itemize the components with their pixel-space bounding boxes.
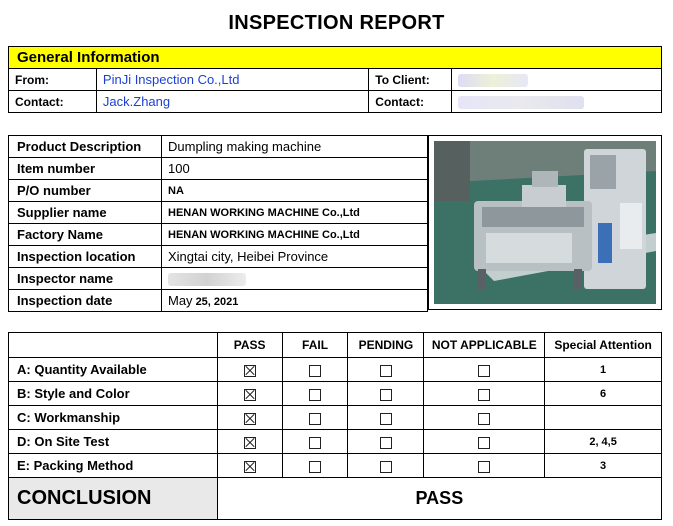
checklist-item-label: E: Packing Method [9, 454, 218, 478]
po-number-label: P/O number [9, 180, 162, 202]
special-attention-value [545, 406, 662, 430]
pending-header: PENDING [348, 333, 424, 358]
fail-checkbox[interactable] [309, 413, 321, 425]
pending-cell [348, 454, 424, 478]
product-row [9, 224, 428, 246]
not-applicable-cell [424, 382, 545, 406]
item-number-value: 100 [162, 158, 428, 180]
inspection-date-label: Inspection date [9, 290, 162, 312]
pass-cell [217, 430, 282, 454]
pending-checkbox[interactable] [380, 389, 392, 401]
conclusion-result: PASS [217, 478, 661, 520]
inspection-location-label: Inspection location [9, 246, 162, 268]
not-applicable-checkbox[interactable] [478, 365, 490, 377]
conclusion-label: CONCLUSION [9, 478, 218, 520]
table-row [9, 406, 662, 430]
factory-name-value: HENAN WORKING MACHINE Co.,Ltd [162, 224, 428, 246]
client-contact-label: Contact: [369, 91, 452, 113]
product-row [9, 180, 428, 202]
inspection-date-value [162, 290, 428, 312]
pending-cell [348, 406, 424, 430]
redacted-client-contact [458, 96, 584, 109]
not-applicable-cell [424, 358, 545, 382]
special-attention-value: 3 [545, 454, 662, 478]
checklist-item-label: B: Style and Color [9, 382, 218, 406]
product-description-label: Product Description [9, 136, 162, 158]
special-attention-value: 6 [545, 382, 662, 406]
from-label: From: [9, 69, 97, 91]
pass-cell [217, 382, 282, 406]
to-client-label: To Client: [369, 69, 452, 91]
pass-checkbox[interactable] [244, 413, 256, 425]
general-information-heading: General Information [9, 47, 662, 69]
inspection-location-value: Xingtai city, Heibei Province [162, 246, 428, 268]
table-row [9, 430, 662, 454]
checklist-item-header [9, 333, 218, 358]
pass-checkbox[interactable] [244, 365, 256, 377]
checklist-item-label: D: On Site Test [9, 430, 218, 454]
contact-value: Jack.Zhang [96, 91, 368, 113]
pass-checkbox[interactable] [244, 437, 256, 449]
inspection-date-month: May [168, 293, 193, 308]
from-value: PinJi Inspection Co.,Ltd [96, 69, 368, 91]
pass-header: PASS [217, 333, 282, 358]
not-applicable-checkbox[interactable] [478, 413, 490, 425]
conclusion-row [9, 478, 662, 520]
pending-checkbox[interactable] [380, 365, 392, 377]
pending-cell [348, 382, 424, 406]
fail-checkbox[interactable] [309, 437, 321, 449]
table-row [9, 358, 662, 382]
product-row [9, 268, 428, 290]
contact-label: Contact: [9, 91, 97, 113]
inspection-checklist-table [8, 332, 662, 520]
table-row [9, 454, 662, 478]
not-applicable-checkbox[interactable] [478, 461, 490, 473]
not-applicable-checkbox[interactable] [478, 389, 490, 401]
product-row [9, 158, 428, 180]
pass-cell [217, 454, 282, 478]
not-applicable-checkbox[interactable] [478, 437, 490, 449]
pending-checkbox[interactable] [380, 461, 392, 473]
pending-cell [348, 358, 424, 382]
pass-cell [217, 358, 282, 382]
inspector-name-value [162, 268, 428, 290]
redacted-client-name [458, 74, 528, 87]
fail-cell [282, 454, 348, 478]
fail-checkbox[interactable] [309, 461, 321, 473]
fail-cell [282, 382, 348, 406]
inspection-date-day-year: 25, 2021 [195, 296, 239, 308]
factory-name-label: Factory Name [9, 224, 162, 246]
report-title: INSPECTION REPORT [228, 12, 445, 34]
fail-checkbox[interactable] [309, 365, 321, 377]
pass-checkbox[interactable] [244, 461, 256, 473]
pending-cell [348, 430, 424, 454]
client-contact-value [452, 91, 662, 113]
inspector-name-label: Inspector name [9, 268, 162, 290]
not-applicable-header: NOT APPLICABLE [424, 333, 545, 358]
po-number-value: NA [162, 180, 428, 202]
special-attention-value: 1 [545, 358, 662, 382]
table-row [9, 382, 662, 406]
pass-cell [217, 406, 282, 430]
pass-checkbox[interactable] [244, 389, 256, 401]
fail-cell [282, 358, 348, 382]
product-row [9, 202, 428, 224]
product-row [9, 290, 428, 312]
supplier-name-value: HENAN WORKING MACHINE Co.,Ltd [162, 202, 428, 224]
supplier-name-label: Supplier name [9, 202, 162, 224]
fail-cell [282, 430, 348, 454]
product-details-table [8, 135, 428, 312]
special-attention-value: 2, 4,5 [545, 430, 662, 454]
product-photo-frame [428, 135, 662, 310]
not-applicable-cell [424, 406, 545, 430]
checklist-item-label: A: Quantity Available [9, 358, 218, 382]
fail-cell [282, 406, 348, 430]
to-client-value [452, 69, 662, 91]
product-row [9, 136, 428, 158]
pending-checkbox[interactable] [380, 437, 392, 449]
pending-checkbox[interactable] [380, 413, 392, 425]
item-number-label: Item number [9, 158, 162, 180]
fail-header: FAIL [282, 333, 348, 358]
product-row [9, 246, 428, 268]
product-description-value: Dumpling making machine [162, 136, 428, 158]
fail-checkbox[interactable] [309, 389, 321, 401]
not-applicable-cell [424, 430, 545, 454]
not-applicable-cell [424, 454, 545, 478]
checklist-item-label: C: Workmanship [9, 406, 218, 430]
general-information-table [8, 46, 662, 113]
dumpling-machine-photo [434, 141, 656, 304]
redacted-inspector-name [168, 273, 246, 286]
special-attention-header: Special Attention [545, 333, 662, 358]
